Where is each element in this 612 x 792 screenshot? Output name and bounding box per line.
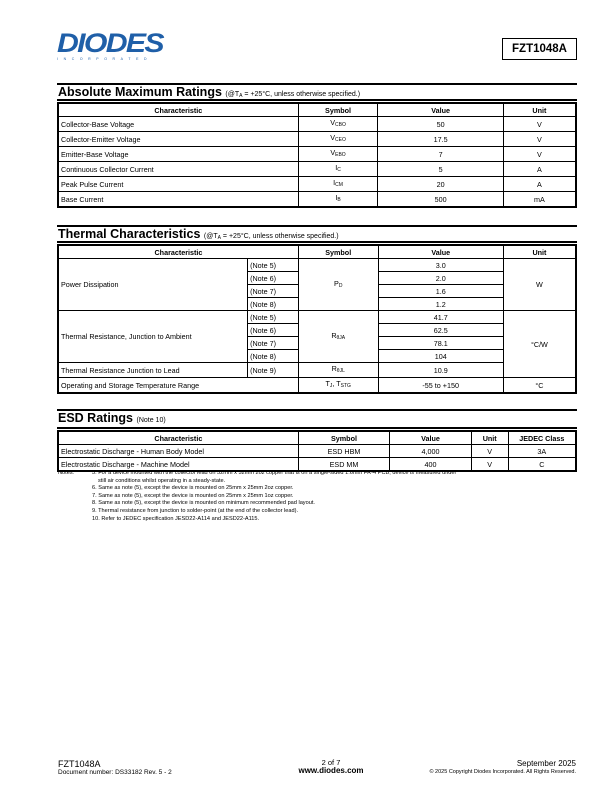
table-row: [58, 147, 576, 162]
table-cell: V: [503, 132, 576, 147]
table-cell: 7: [378, 147, 503, 162]
thermal-characteristics-table: [57, 244, 577, 394]
symbol-cell: $T_J$, $T_{STG}$: [298, 378, 378, 394]
table-cell: 41.7: [378, 311, 503, 324]
footer-right: [429, 760, 576, 776]
table-cell: 50: [378, 117, 503, 132]
table-cell: V: [471, 445, 508, 458]
table-cell: 20: [378, 177, 503, 192]
table-cell: V: [503, 147, 576, 162]
table-cell: (Note 8): [248, 298, 299, 311]
table-cell: ESD MM: [298, 458, 390, 472]
table-cell: Power Dissipation: [58, 259, 248, 311]
footer-url[interactable]: www.diodes.com: [298, 766, 364, 775]
table-cell: 62.5: [378, 324, 503, 337]
note-7: 7. Same as note (5), except the device is mounted on 25mm x 25mm 1oz copper.: [92, 492, 294, 499]
symbol-cell: $I_{CM}$: [298, 177, 378, 192]
footer-copyright: © 2025 Copyright Diodes Incorporated. All Rights Reserved.: [429, 769, 576, 775]
table-cell: (Note 8): [248, 350, 299, 363]
divider: [57, 427, 577, 429]
table-cell: (Note 6): [248, 324, 299, 337]
logo-subtext: INCORPORATED: [57, 57, 153, 61]
table-row: [58, 192, 576, 208]
note-5: 5. For a device mounted with the collector lead on 52mm x 52mm 2oz copper that is on a single-sided 1.6mm FR-4 PCB; device is measured under: [92, 470, 457, 476]
table-cell: 1.6: [378, 285, 503, 298]
symbol-cell: $R_{\theta JL}$: [298, 363, 378, 378]
table-cell: 3A: [508, 445, 576, 458]
table-row: [58, 259, 576, 272]
table-header: Characteristic Symbol Value Unit: [58, 245, 576, 259]
table-cell: 10.9: [378, 363, 503, 378]
table-cell: Thermal Resistance Junction to Lead: [58, 363, 248, 378]
symbol-cell: $V_{CBO}$: [298, 117, 378, 132]
table-cell: Electrostatic Discharge - Human Body Model: [58, 445, 298, 458]
table-cell: 104: [378, 350, 503, 363]
section-title-esd: ESD Ratings (Note 10): [58, 411, 166, 425]
table-cell: mA: [503, 192, 576, 208]
symbol-cell: $P_D$: [298, 259, 378, 311]
note-9: 9. Thermal resistance from junction to solder-point (at the end of the collector lead).: [92, 507, 299, 514]
table-row: [58, 445, 576, 458]
part-number-box: FZT1048A: [502, 38, 577, 60]
table-cell: (Note 9): [248, 363, 299, 378]
symbol-cell: $I_C$: [298, 162, 378, 177]
absolute-max-ratings-table: [57, 102, 577, 208]
table-cell: 2.0: [378, 272, 503, 285]
table-cell: (Note 5): [248, 311, 299, 324]
table-cell: Collector-Emitter Voltage: [58, 132, 298, 147]
table-cell: A: [503, 177, 576, 192]
table-row: [58, 458, 576, 472]
note-5-cont: still air conditions whilst operating in a steady-state.: [98, 477, 226, 484]
divider: [57, 241, 577, 243]
table-row: [58, 132, 576, 147]
divider: [57, 99, 577, 101]
table-cell: (Note 5): [248, 259, 299, 272]
table-cell: 17.5: [378, 132, 503, 147]
table-cell: (Note 7): [248, 337, 299, 350]
table-cell: 400: [390, 458, 472, 472]
table-cell: (Note 6): [248, 272, 299, 285]
table-cell: Peak Pulse Current: [58, 177, 298, 192]
table-row: [58, 311, 576, 324]
table-row: [58, 378, 576, 394]
footer-date: September 2025: [516, 759, 576, 768]
notes-label: Notes:: [58, 470, 75, 476]
table-cell: Collector-Base Voltage: [58, 117, 298, 132]
footer-page: 2 of 7: [321, 758, 341, 767]
note-8: 8. Same as note (5), except the device is mounted on minimum recommended pad layout.: [92, 500, 315, 507]
table-cell: V: [471, 458, 508, 472]
table-header: Characteristic Symbol Value Unit JEDEC Class: [58, 431, 576, 445]
logo-text: DIODES: [57, 28, 163, 58]
table-cell: °C: [503, 378, 576, 394]
table-row: [58, 162, 576, 177]
diodes-logo: [57, 30, 163, 61]
symbol-cell: $I_B$: [298, 192, 378, 208]
table-cell: Emitter-Base Voltage: [58, 147, 298, 162]
section-title-thermal: Thermal Characteristics ($@T_A = +25^\circ C$, unless otherwise specified.): [58, 227, 339, 241]
table-cell: Continuous Collector Current: [58, 162, 298, 177]
table-cell: Thermal Resistance, Junction to Ambient: [58, 311, 248, 363]
symbol-cell: $V_{CEO}$: [298, 132, 378, 147]
section-title-amr: Absolute Maximum Ratings ($@T_A = +25^\circ C$, unless otherwise specified.): [58, 85, 361, 99]
table-row: [58, 177, 576, 192]
table-cell: 3.0: [378, 259, 503, 272]
table-cell: 500: [378, 192, 503, 208]
table-cell: Electrostatic Discharge - Machine Model: [58, 458, 298, 472]
table-cell: C: [508, 458, 576, 472]
table-row: [58, 117, 576, 132]
table-cell: W: [503, 259, 576, 311]
table-cell: 4,000: [390, 445, 472, 458]
symbol-cell: $V_{EBO}$: [298, 147, 378, 162]
footer-part: FZT1048A: [58, 759, 101, 769]
table-cell: Base Current: [58, 192, 298, 208]
table-header: Characteristic Symbol Value Unit: [58, 103, 576, 117]
table-cell: 5: [378, 162, 503, 177]
table-cell: 78.1: [378, 337, 503, 350]
esd-ratings-table: [57, 430, 577, 472]
note-10: 10. Refer to JEDEC specification JESD22-A114 and JESD22-A115.: [92, 515, 260, 522]
symbol-cell: $R_{\theta JA}$: [298, 311, 378, 363]
table-cell: A: [503, 162, 576, 177]
table-cell: -55 to +150: [378, 378, 503, 394]
table-cell: Operating and Storage Temperature Range: [58, 378, 298, 394]
note-6: 6. Same as note (5), except the device is mounted on 25mm x 25mm 2oz copper.: [92, 485, 294, 492]
table-cell: 1.2: [378, 298, 503, 311]
table-cell: (Note 7): [248, 285, 299, 298]
table-cell: V: [503, 117, 576, 132]
table-row: [58, 363, 576, 378]
footer-center: [266, 759, 396, 775]
table-cell: °C/W: [503, 311, 576, 378]
footer-doc-number: Document number: DS33182 Rev. 5 - 2: [58, 769, 172, 776]
footer-left: [58, 760, 172, 777]
table-cell: ESD HBM: [298, 445, 390, 458]
